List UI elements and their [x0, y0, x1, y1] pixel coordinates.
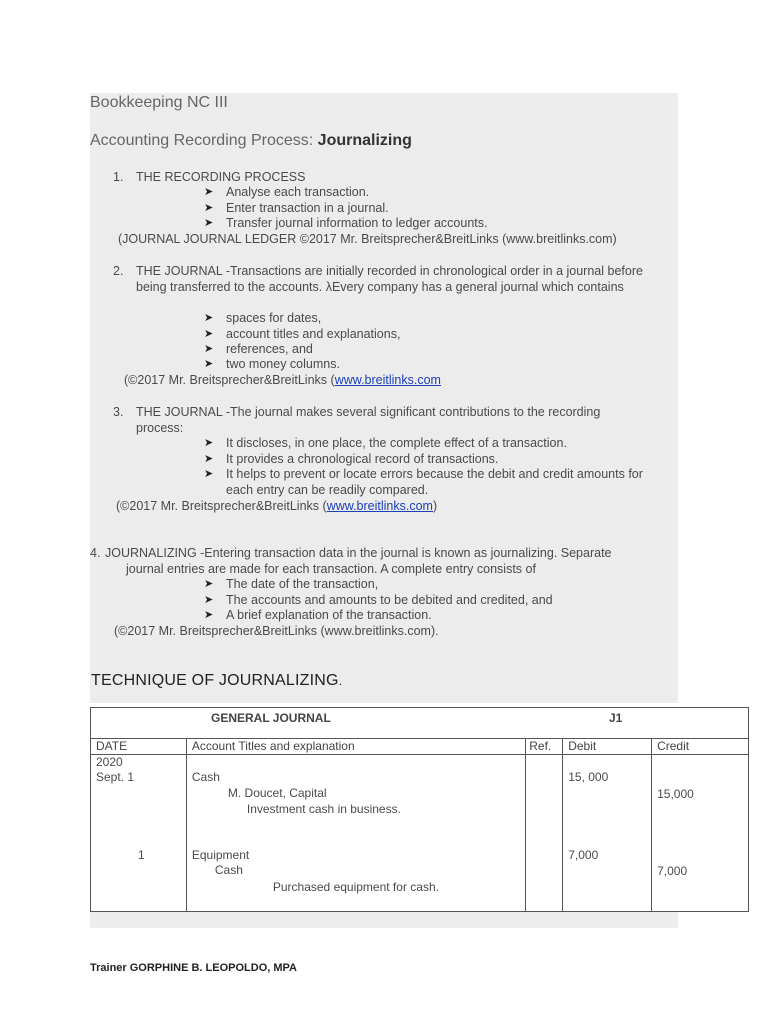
section-2-number: 2.	[113, 264, 124, 278]
section-4-line: JOURNALIZING -Entering transaction data in the journal is known as journalizing. Separate	[105, 546, 612, 560]
entry-year: 2020	[96, 755, 123, 769]
section-2-line: being transferred to the accounts. λEvery company has a general journal which contains	[136, 280, 624, 294]
section-3-line: process:	[136, 421, 184, 435]
entry-date: 1	[138, 848, 145, 862]
bullet-arrow-icon: ➤	[204, 343, 214, 355]
section-2-bullet: spaces for dates,	[226, 311, 322, 325]
general-journal-table	[90, 707, 749, 912]
credit-amount: 7,000	[657, 864, 688, 878]
debit-amount: 15, 000	[568, 770, 609, 784]
credit-account: M. Doucet, Capital	[227, 786, 327, 800]
credit-account: Cash	[214, 863, 243, 877]
credit-amount: 15,000	[657, 787, 694, 801]
breitlinks-link[interactable]: www.breitlinks.com	[334, 373, 441, 387]
section-2-bullet: references, and	[226, 342, 313, 356]
bullet-arrow-icon: ➤	[204, 468, 214, 480]
bullet-arrow-icon: ➤	[204, 594, 214, 606]
section-3-bullet-continued: each entry can be readily compared.	[226, 483, 429, 497]
bullet-arrow-icon: ➤	[204, 358, 214, 370]
section-2-bullet: two money columns.	[226, 357, 340, 371]
section-4-number: 4.	[90, 546, 101, 560]
section-3-bullet: It provides a chronological record of transactions.	[226, 452, 499, 466]
journal-title: GENERAL JOURNAL	[211, 711, 331, 725]
section-2-bullet: account titles and explanations,	[226, 327, 401, 341]
section-4-bullet: The date of the transaction,	[226, 577, 379, 591]
course-title: Bookkeeping NC III	[90, 94, 228, 111]
column-header: Ref.	[526, 739, 563, 755]
section-3-credit: (©2017 Mr. Breitsprecher&BreitLinks (www.breitlinks.com)	[116, 499, 438, 513]
debit-account: Cash	[191, 770, 220, 784]
section-4-line: journal entries are made for each transaction. A complete entry consists of	[126, 562, 536, 576]
journal-entries-row	[91, 755, 749, 912]
debit-amount: 7,000	[568, 848, 599, 862]
journal-header-row	[91, 739, 749, 755]
section-1-number: 1.	[113, 170, 124, 184]
section-2-credit: (©2017 Mr. Breitsprecher&BreitLinks (www.breitlinks.com	[124, 373, 441, 387]
bullet-arrow-icon: ➤	[204, 202, 214, 214]
journal-page-number: J1	[609, 711, 623, 725]
section-3-bullet: It helps to prevent or locate errors because the debit and credit amounts for	[226, 467, 643, 481]
column-header: Credit	[652, 739, 749, 755]
section-4-bullet: A brief explanation of the transaction.	[226, 608, 432, 622]
trainer-footer: Trainer GORPHINE B. LEOPOLDO, MPA	[90, 962, 297, 974]
bullet-arrow-icon: ➤	[204, 578, 214, 590]
bullet-arrow-icon: ➤	[204, 328, 214, 340]
entry-date: Sept. 1	[96, 770, 135, 784]
ref-cell	[526, 755, 563, 912]
section-1-title: THE RECORDING PROCESS	[136, 170, 306, 184]
section-2-line: THE JOURNAL -Transactions are initially recorded in chronological order in a journal before	[136, 264, 643, 278]
column-header: Account Titles and explanation	[186, 739, 525, 755]
section-3-line: THE JOURNAL -The journal makes several significant contributions to the recording	[136, 405, 601, 419]
section-4-credit: (©2017 Mr. Breitsprecher&BreitLinks (www.breitlinks.com).	[114, 624, 439, 638]
column-header: DATE	[91, 739, 187, 755]
section-4-bullet: The accounts and amounts to be debited and credited, and	[226, 593, 553, 607]
section-3-bullet: It discloses, in one place, the complete effect of a transaction.	[226, 436, 567, 450]
section-1-bullet: Transfer journal information to ledger accounts.	[226, 216, 488, 230]
bullet-arrow-icon: ➤	[204, 186, 214, 198]
section-1-credit: (JOURNAL JOURNAL LEDGER ©2017 Mr. Breitsprecher&BreitLinks (www.breitlinks.com)	[118, 232, 617, 246]
bullet-arrow-icon: ➤	[204, 312, 214, 324]
bullet-arrow-icon: ➤	[204, 609, 214, 621]
bullet-arrow-icon: ➤	[204, 437, 214, 449]
section-1-bullet: Enter transaction in a journal.	[226, 201, 389, 215]
breitlinks-link[interactable]: www.breitlinks.com	[326, 499, 433, 513]
debit-account: Equipment	[191, 848, 250, 862]
bullet-arrow-icon: ➤	[204, 453, 214, 465]
section-1-bullet: Analyse each transaction.	[226, 185, 370, 199]
topic-title: Accounting Recording Process: Journalizing	[90, 132, 412, 149]
technique-heading: TECHNIQUE OF JOURNALIZING.	[91, 672, 343, 689]
journal-title-row	[91, 708, 749, 739]
entry-explanation: Purchased equipment for cash.	[272, 880, 439, 894]
entry-explanation: Investment cash in business.	[246, 802, 401, 816]
section-3-number: 3.	[113, 405, 124, 419]
bullet-arrow-icon: ➤	[204, 217, 214, 229]
column-header: Debit	[563, 739, 652, 755]
